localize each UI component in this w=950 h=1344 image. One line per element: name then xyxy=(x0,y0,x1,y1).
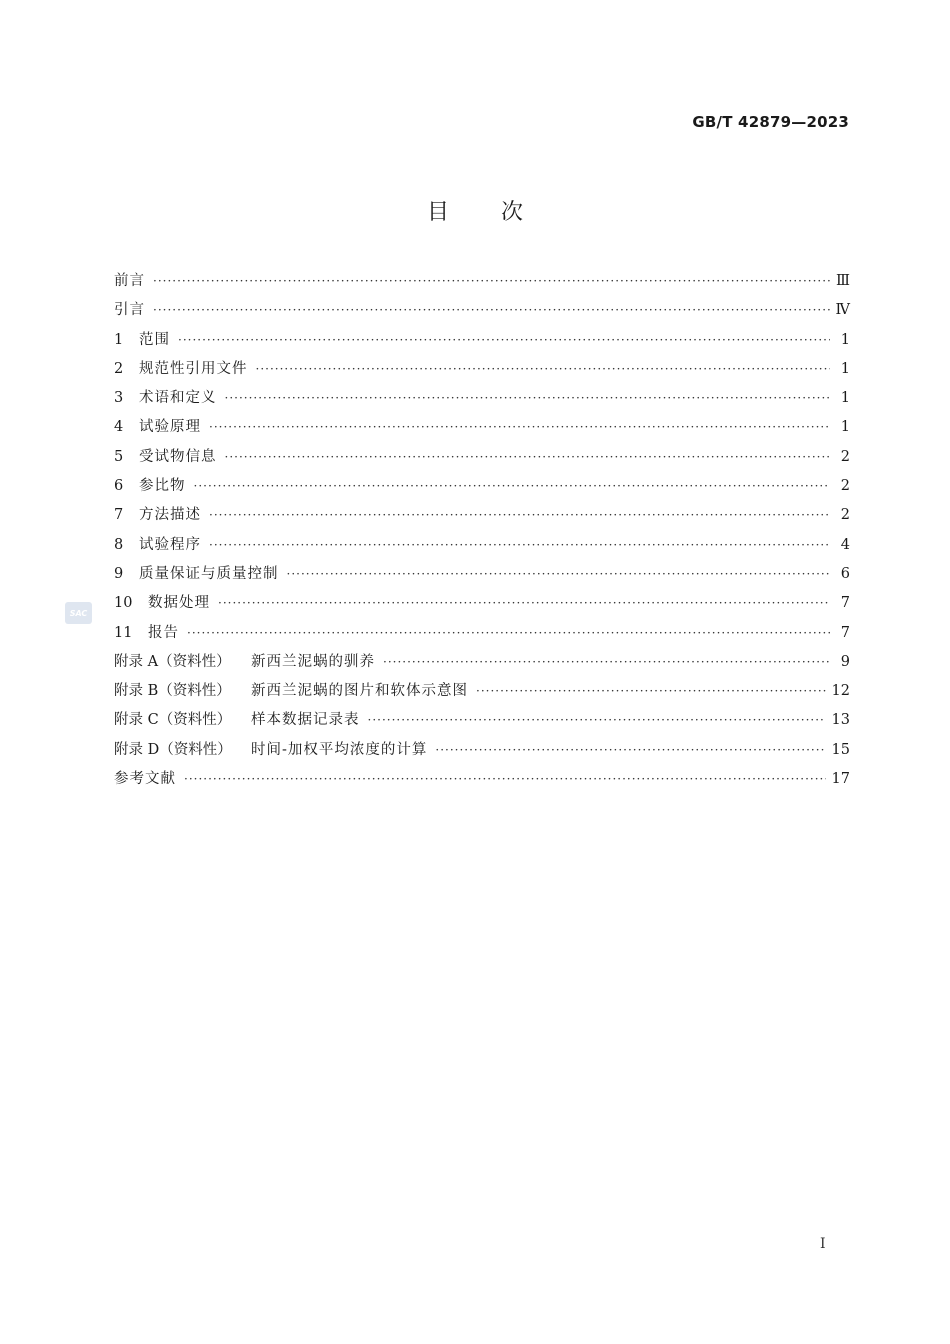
dot-leader xyxy=(209,420,830,434)
sac-watermark-logo: SAC xyxy=(65,602,92,624)
dot-leader xyxy=(256,362,831,376)
toc-entry-page: 7 xyxy=(840,595,850,612)
toc-entry-number: 10 xyxy=(114,595,133,612)
dot-leader xyxy=(383,655,830,669)
toc-entry-page: 7 xyxy=(840,624,850,641)
toc-entry[interactable] xyxy=(114,503,850,532)
toc-entry[interactable] xyxy=(114,445,850,474)
toc-entry[interactable] xyxy=(114,298,850,327)
toc-entry-number: 5 xyxy=(114,448,124,465)
toc-entry-page: 2 xyxy=(840,478,850,495)
dot-leader xyxy=(209,508,830,522)
toc-entry-number: 2 xyxy=(114,360,124,377)
toc-entry[interactable] xyxy=(114,767,850,796)
dot-leader xyxy=(153,274,830,288)
toc-entry-label: 参考文献 xyxy=(114,771,176,788)
toc-entry-page: 17 xyxy=(831,771,850,788)
toc-entry-page: 1 xyxy=(840,419,850,436)
toc-entry-page: 12 xyxy=(831,683,850,700)
toc-entry-label: 试验原理 xyxy=(139,419,201,436)
toc-entry-number: 9 xyxy=(114,565,124,582)
toc-entry-number: 附录 B（资料性） xyxy=(114,683,231,700)
toc-entry-number: 8 xyxy=(114,536,124,553)
toc-entry-label: 数据处理 xyxy=(148,595,210,612)
toc-entry-label: 方法描述 xyxy=(139,507,201,524)
dot-leader xyxy=(225,450,831,464)
toc-entry[interactable] xyxy=(114,357,850,386)
dot-leader xyxy=(225,391,831,405)
toc-entry-label: 新西兰泥蜗的图片和软体示意图 xyxy=(251,683,468,700)
toc-entry-label: 规范性引用文件 xyxy=(139,360,248,377)
toc-entry-page: 9 xyxy=(840,653,850,670)
toc-entry[interactable] xyxy=(114,415,850,444)
toc-entry-page: 15 xyxy=(831,741,850,758)
toc-entry-page: Ⅳ xyxy=(835,302,850,319)
toc-entry-label: 样本数据记录表 xyxy=(251,712,360,729)
toc-entry-number: 7 xyxy=(114,507,124,524)
dot-leader xyxy=(287,567,831,581)
toc-entry[interactable] xyxy=(114,328,850,357)
toc-entry-number: 4 xyxy=(114,419,124,436)
toc-entry-number: 11 xyxy=(114,624,133,641)
toc-entry[interactable] xyxy=(114,650,850,679)
toc-entry-page: 1 xyxy=(840,331,850,348)
toc-entry-page: 6 xyxy=(840,565,850,582)
toc-entry[interactable] xyxy=(114,562,850,591)
toc-entry-number: 6 xyxy=(114,478,124,495)
toc-entry[interactable] xyxy=(114,738,850,767)
toc-entry-label: 新西兰泥蜗的驯养 xyxy=(251,653,375,670)
toc-entry-label: 参比物 xyxy=(139,478,186,495)
toc-entry[interactable] xyxy=(114,269,850,298)
toc-entry-label: 质量保证与质量控制 xyxy=(139,565,279,582)
dot-leader xyxy=(435,743,825,757)
toc-entry-label: 时间-加权平均浓度的计算 xyxy=(251,741,428,758)
toc-entry-number: 附录 D（资料性） xyxy=(114,741,232,758)
toc-entry-label: 引言 xyxy=(114,302,145,319)
toc-entry[interactable] xyxy=(114,708,850,737)
dot-leader xyxy=(194,479,831,493)
toc-entry-page: 1 xyxy=(840,390,850,407)
page-number: Ⅰ xyxy=(820,1236,826,1252)
dot-leader xyxy=(187,626,830,640)
toc-entry-number: 附录 C（资料性） xyxy=(114,712,232,729)
toc-entry-label: 试验程序 xyxy=(139,536,201,553)
toc-entry-number: 附录 A（资料性） xyxy=(114,653,231,670)
toc-title: 目次 xyxy=(426,200,575,225)
dot-leader xyxy=(476,684,826,698)
toc-entry-label: 受试物信息 xyxy=(139,448,217,465)
toc-entry[interactable] xyxy=(114,679,850,708)
toc-entry-label: 报告 xyxy=(148,624,179,641)
dot-leader xyxy=(184,772,826,786)
dot-leader xyxy=(209,538,830,552)
toc-entry-label: 前言 xyxy=(114,273,145,289)
toc-entry[interactable] xyxy=(114,621,850,650)
toc-entry[interactable] xyxy=(114,474,850,503)
toc-entry-number: 3 xyxy=(114,390,124,407)
toc-entry-page: Ⅲ xyxy=(836,273,850,289)
standard-code: GB/T 42879—2023 xyxy=(692,113,849,131)
toc-entry-page: 2 xyxy=(840,448,850,465)
toc-entry-label: 范围 xyxy=(139,331,170,348)
toc-entry-page: 13 xyxy=(831,712,850,729)
toc-entry-page: 4 xyxy=(840,536,850,553)
dot-leader xyxy=(218,596,830,610)
dot-leader xyxy=(153,303,830,317)
dot-leader xyxy=(178,333,830,347)
toc-entry[interactable] xyxy=(114,591,850,620)
toc-entry-page: 1 xyxy=(840,360,850,377)
toc-entry-label: 术语和定义 xyxy=(139,390,217,407)
toc-entry[interactable] xyxy=(114,386,850,415)
table-of-contents xyxy=(114,269,850,796)
toc-entry-number: 1 xyxy=(114,331,124,348)
toc-entry[interactable] xyxy=(114,533,850,562)
dot-leader xyxy=(368,713,826,727)
toc-entry-page: 2 xyxy=(840,507,850,524)
